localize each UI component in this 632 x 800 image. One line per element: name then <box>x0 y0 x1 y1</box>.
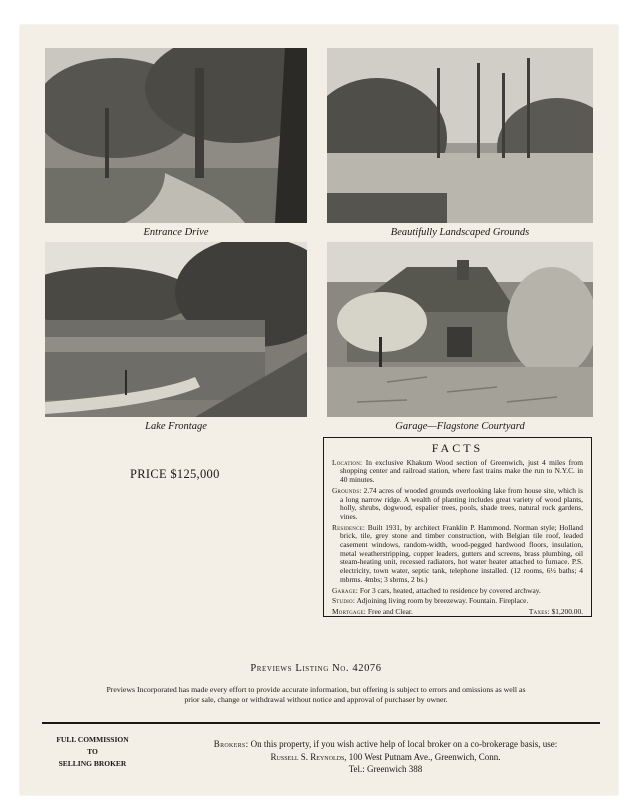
broker-address: 100 West Putnam Ave., Greenwich, Conn. <box>348 751 501 762</box>
caption-landscaped-grounds: Beautifully Landscaped Grounds <box>390 227 530 238</box>
facts-title: FACTS <box>431 441 484 455</box>
disclaimer: Previews Incorporated has made every effort to provide accurate information, but offering is subject to errors and omissions as well as prior sale, change or withdrawal without notice and approval of purchaser by owner. <box>106 685 526 704</box>
broker-name: Russell S. Reynolds, <box>270 751 347 762</box>
brokers-info <box>168 738 603 776</box>
garage-text: For 3 cars, heated, attached to residence by covered archway. <box>359 585 541 595</box>
fact-mortgage-taxes <box>332 608 583 617</box>
caption-garage-courtyard: Garage—Flagstone Courtyard <box>395 421 525 432</box>
fact-residence <box>332 524 583 585</box>
brokers-text: On this property, if you wish active help of local broker on a co-brokerage basis, use: <box>250 739 558 749</box>
taxes-text: $1,200.00. <box>551 606 583 616</box>
fact-location <box>332 459 583 485</box>
fact-garage <box>332 587 583 596</box>
facts-box <box>323 437 592 617</box>
grounds-label: Grounds: <box>332 485 362 495</box>
mortgage-label: Mortgage: <box>332 606 367 616</box>
garage-label: Garage: <box>332 585 359 595</box>
studio-text: Adjoining living room by breezeway. Fountain. Fireplace. <box>356 596 529 606</box>
commission-line2: TO <box>87 747 98 756</box>
broker-telephone: Tel.: Greenwich 388 <box>348 764 423 774</box>
mortgage-text: Free and Clear. <box>367 606 413 616</box>
caption-lake-frontage: Lake Frontage <box>145 421 207 432</box>
price: PRICE $125,000 <box>130 467 220 481</box>
location-label: Location: <box>332 457 363 467</box>
commission-note <box>40 734 145 770</box>
studio-label: Studio: <box>332 596 356 606</box>
brokers-label: Brokers: <box>213 739 249 749</box>
entrance-drive-photo <box>45 48 307 223</box>
commission-line1: FULL COMMISSION <box>56 735 129 744</box>
landscaped-grounds-photo <box>327 48 593 223</box>
fact-grounds <box>332 487 583 522</box>
commission-line3: SELLING BROKER <box>58 759 127 768</box>
taxes-label: Taxes: <box>528 606 550 616</box>
residence-label: Residence: <box>332 522 366 532</box>
garage-courtyard-photo <box>327 242 593 417</box>
caption-entrance-drive: Entrance Drive <box>143 227 209 238</box>
residence-text: Built 1931, by architect Franklin P. Hammond. Norman style; Holland brick, tile, grey stone and timber construction, with Belgian tile roof, leaded casement windows, random-width, wood-pegged hardwood floors, insulation, metal weatherstripping, copper leaders, gutters and screens, brass plumbing, oil steam-heating unit, recessed radiators, hot water heater attached to furnace. P.S. electricity, town water, septic tank, telephone installed. (12 rooms, 6½ baths; 4 mbrms. 4mbs; 3 sbrms, 2 bs.) <box>340 522 583 584</box>
lake-frontage-photo <box>45 242 307 417</box>
listing-number: Previews Listing No. 42076 <box>250 663 382 674</box>
location-text: In exclusive Khakum Wood section of Greenwich, just 4 miles from shopping center and railroad station, where fast trains make the run to N.Y.C. in 40 minutes. <box>340 457 583 485</box>
grounds-text: 2.74 acres of wooded grounds overlooking lake from house site, which is a long narrow ridge. A wealth of planting includes great variety of wood plants, holly, shrubs, dogwood, espalier trees, pools, shade trees, natural rock gardens, vines. <box>340 485 583 521</box>
footer-divider <box>42 722 600 724</box>
fact-studio <box>332 597 583 606</box>
